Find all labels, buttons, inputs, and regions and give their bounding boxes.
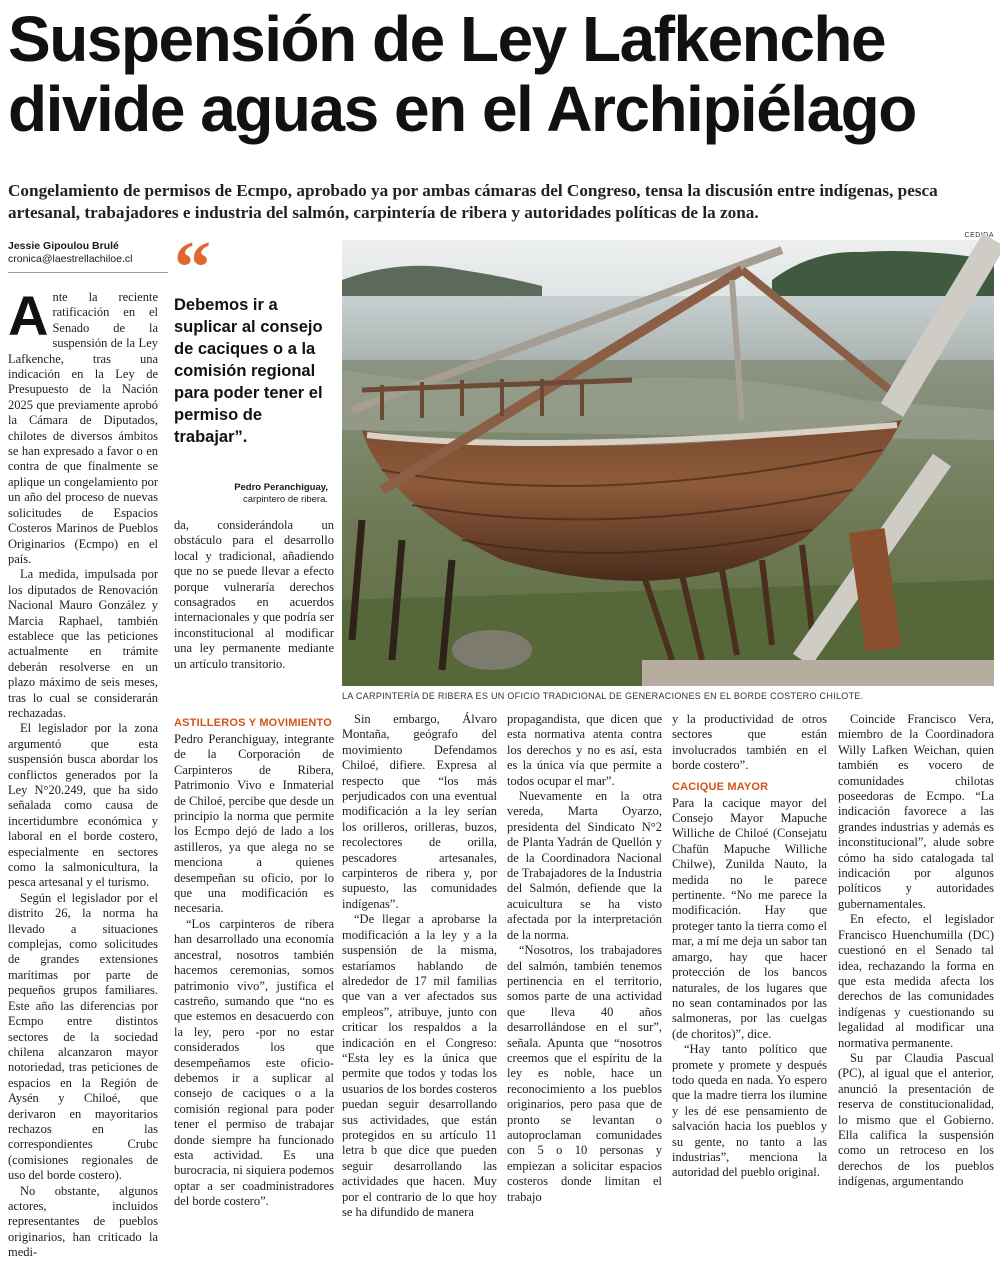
article-paragraph: Su par Claudia Pascual (PC), al igual que el anterior, anunció la presentación de reserva de constitucionalidad, lo mismo que el Gobierno. Ella califica la suspensión como un retroceso en los derechos de los pueblos indígenas, argumentando [838, 1050, 994, 1189]
headline-line-1: Suspensión de Ley Lafkenche [8, 3, 886, 75]
article-paragraph: Según el legislador por el distrito 26, la norma ha llevado a situaciones complejas, como solicitudes de grandes extensiones marítimas por parte de pequeños grupos familiares. Este año las diferencias por Ecmpo entre distintos sectores de la sociedad chilena alcanzaron mayor notoriedad, tras peticiones de espacios en la Región de Aysén y Chiloé, que derivaron en mayoritarios rechazos en las correspondientes Crubc (comisiones regionales de uso del borde costero). [8, 890, 158, 1183]
paragraph-text: nte la reciente ratificación en el Senado de la suspensión de la Ley Lafkenche, tras una indicación en la Ley de Presupuesto de la Nación 2025 que previamente aprobó la Cámara de Diputados, chilotes de diversos ámbitos se han expresado a favor o en contra de que finalmente se aplique un congelamiento por un año del proceso de nuevas solicitudes de Espacios Costeros Marinos de Pueblos Originarios (Ecmpo) en el país. [8, 290, 158, 566]
headline [8, 4, 998, 144]
article-column-2-bottom [174, 710, 334, 1220]
article-paragraph: y la productividad de otros sectores que están involucrados también en el borde costero”. [672, 712, 827, 773]
quote-attribution [174, 482, 334, 506]
article-paragraph: “Los carpinteros de ribera han desarrollado una economía ancestral, nosotros también hacemos ceremonias, somos patrimonio vivo”, justifica el castreño, sumando que “no es que estemos en desacuerdo con la ley, pero -por no estar considerados los que desempeñamos este oficio- debemos ir a suplicar al consejo de caciques o a la comisión regional para poder tener el permiso de trabajar donde siempre ha funcionado esta actividad. Es una burocracia, ni siquiera podemos optar a ser coadministradores del borde costero”. [174, 916, 334, 1209]
article-paragraph: Pedro Peranchiguay, integrante de la Corporación de Carpinteros de Ribera, Patrimonio Vivo e Inmaterial de Chiloé, percibe que desde un principio la norma que permite los Ecmpo dejó de lado a los astilleros, ya que alega no se menciona a quienes desempeñan su oficio, por lo que una modificación es necesaria. [174, 732, 334, 916]
author-email[interactable]: cronica@laestrellachiloe.cl [8, 253, 133, 265]
photo-caption: LA CARPINTERÍA DE RIBERA ES UN OFICIO TRADICIONAL DE GENERACIONES EN EL BORDE COSTERO CHILOTE. [342, 691, 864, 701]
article-paragraph: Sin embargo, Álvaro Montaña, geógrafo del movimiento Defendamos Chiloé, difiere. Expresa al respecto que “los más perjudicados con una eventual modificación a la ley serían los orilleros, orilleras, buzos, recolectores de orilla, pescadores artesanales, carpinteros de ribera y, por supuesto, las comunidades indígenas”. [342, 712, 497, 911]
article-column-4 [507, 712, 662, 1220]
article-paragraph: “Hay tanto político que promete y promete y después todo queda en nada. Yo espero que la madre tierra los ilumine y les dé ese pensamiento de salvación hacia los pueblos y su gente, no tanto a las industrias”, menciona la autoridad del pueblo original. [672, 1042, 827, 1180]
quote-author-role: carpintero de ribera. [242, 494, 328, 505]
article-paragraph: En efecto, el legislador Francisco Huenchumilla (DC) cuestionó en el Senado tal idea, rechazando la forma en que esta medida afecta los derechos de las comunidades indígenas y cuestionando su legalidad al modificar una normativa permanente. [838, 912, 994, 1050]
article-paragraph: da, considerándola un obstáculo para el desarrollo local y tradicional, añadiendo que no se puede llevar a efecto porque vulneraría derechos consagrados en acuerdos internacionales y que podría ser inconstitucional al modificar una ley permanente mediante un artículo transitorio. [174, 518, 334, 671]
article-paragraph [8, 284, 158, 567]
section-heading: CACIQUE MAYOR [672, 780, 769, 793]
quote-text: Debemos ir a suplicar al consejo de caciques o a la comisión regional para poder tener el permiso de trabajar”. [174, 296, 323, 446]
article-paragraph: Coincide Francisco Vera, miembro de la Coordinadora Willy Lafken Weichan, quien también es vocero de comunidades chilotas poseedoras de Ecmpo. “La indicación favorece a las grandes industrias y además es inconstitucional”, alude sobre cómo ha sido catalogada tal indicación por algunos políticos y autoridades gubernamentales. [838, 712, 994, 911]
article-paragraph: Para la cacique mayor del Consejo Mayor Mapuche Williche de Chiloé (Consejatu Chafün Mapuche Williche Chilwe), Zunilda Nauto, la medida no le parece pertinente. “No me parece la modificación. Hay que proteger tanto la tierra como el mar, a mí me deja un sabor tan amargo, hay que hacer protección de los bancos naturales, de los lugares que no sean contaminados por las salmoneras, por las cuelgas (de choritos)”, dice. [672, 795, 827, 1041]
article-paragraph: “Nosotros, los trabajadores del salmón, también tenemos pertinencia en el territorio, somos parte de una actividad que lleva 40 años desarrollándose en el sur”, señala. Apunta que “nosotros creemos que el espíritu de la ley es noble, hace un reconocimiento a los pueblos originarios, pero pasa que de pronto se levantan o autoproclaman comunidades con 5 o 10 personas y empiezan a solicitar espacios costeros donde limitan el trabajo [507, 943, 662, 1204]
quote-author-name: Pedro Peranchiguay, [234, 482, 328, 493]
article-paragraph: “De llegar a aprobarse la modificación a la ley y a la suspensión de la misma, estaríamos hablando de alrededor de 17 mil familias que van a ver afectados sus empleos”, atribuye, junto con criticar los respaldos a la indicación en el Congreso: “Esta ley es la única que permite que todos y todas los usuarios de los bordes costeros puedan seguir desarrollando sus actividades, que están protegidos en su artículo 11 letra b que dice que pueden seguir desarrollando las actividades que hacen. Muy por el contrario de lo que hoy se ha difundido de manera [342, 912, 497, 1219]
headline-line-2: divide aguas en el Archipiélago [8, 73, 916, 145]
drop-cap: A [8, 284, 49, 347]
article-paragraph: Nuevamente en la otra vereda, Marta Oyarzo, presidenta del Sindicato N°2 de Planta Yadrán de Quellón y de la Coordinadora Nacional de Trabajadores de la Industria del Salmón, defiende que la acuicultura se ha visto afectada por la interpretación de la norma. [507, 789, 662, 942]
boat-photo [342, 240, 994, 686]
article-column-5 [672, 712, 827, 1220]
subheadline: Congelamiento de permisos de Ecmpo, aprobado ya por ambas cámaras del Congreso, tensa la discusión entre indígenas, pesca artesanal, trabajadores e industria del salmón, carpintería de ribera y autoridades políticas de la zona. [8, 181, 938, 222]
article-paragraph: propagandista, que dicen que esta normativa atenta contra los derechos y no es así, esta es la única vía que permite a todos ocupar el mar”. [507, 712, 662, 788]
article-column-3 [342, 712, 497, 1220]
photo-credit: CEDIDA [964, 232, 994, 239]
article-paragraph: El legislador por la zona argumentó que esta suspensión busca abordar los conflictos generados por la Ley N°20.249, que ha sido señalada como causa de incertidumbre económica y laboral en el borde costero, especialmente en sectores como la salmonicultura, la pesca artesanal y el turismo. [8, 721, 158, 890]
pull-quote [174, 227, 334, 505]
author-name: Jessie Gipoulou Brulé [8, 240, 119, 252]
article-paragraph: No obstante, algunos actores, incluidos representantes de pueblos originarios, han criticado la medi- [8, 1183, 158, 1260]
article-column-6 [838, 712, 994, 1220]
article-paragraph: La medida, impulsada por los diputados de Renovación Nacional Mauro González y Marcia Raphael, también establece que las peticiones actualmente en trámite deberán resolverse en un plazo máximo de seis meses, tras lo cual se considerarán rechazadas. [8, 567, 158, 720]
quote-mark-icon: “ [174, 227, 211, 309]
byline [8, 240, 168, 273]
section-heading: ASTILLEROS Y MOVIMIENTO [174, 717, 333, 729]
article-column-1 [8, 284, 158, 1260]
article-column-2-top [174, 518, 334, 708]
